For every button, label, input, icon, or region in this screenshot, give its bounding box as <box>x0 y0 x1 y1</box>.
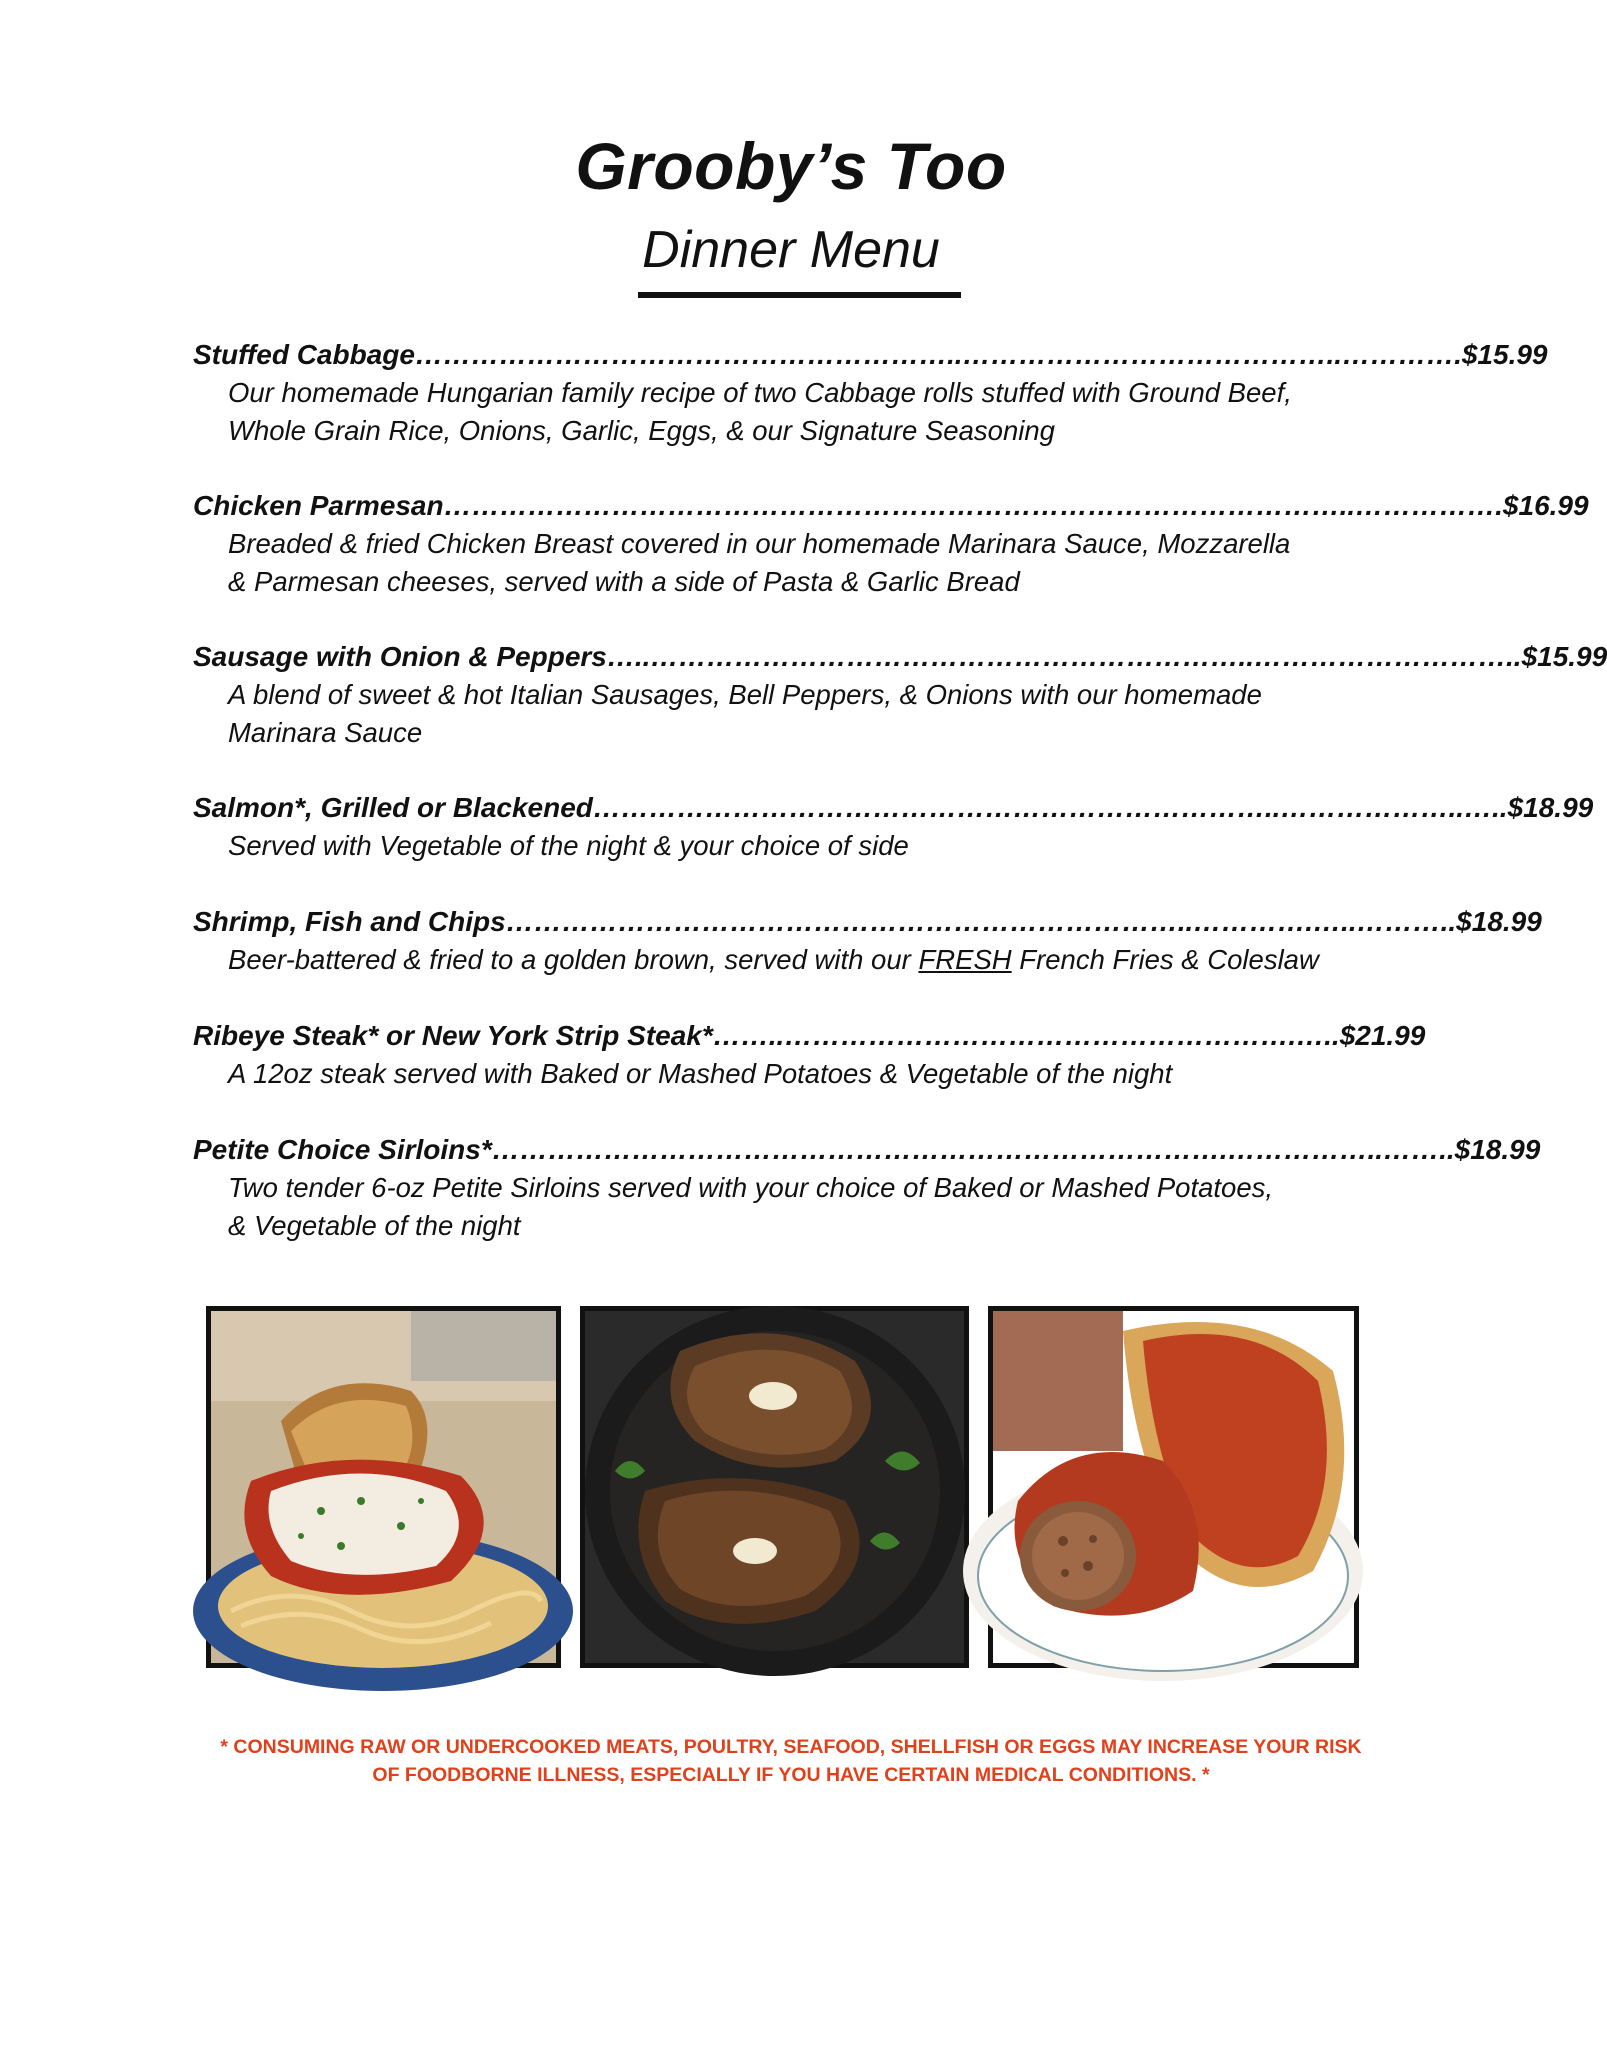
item-name: Ribeye Steak* or New York Strip Steak* <box>193 1020 713 1051</box>
item-price: $16.99 <box>1502 490 1589 521</box>
item-description: Served with Vegetable of the night & your choice of side <box>228 830 909 861</box>
item-description: Breaded & fried Chicken Breast covered in our homemade Marinara Sauce, Mozzarella <box>228 528 1291 559</box>
menu-item <box>193 638 1607 789</box>
item-description: Marinara Sauce <box>228 717 423 748</box>
menu-item <box>193 903 1542 1017</box>
menu-item <box>193 487 1589 638</box>
item-price: $18.99 <box>1454 1134 1541 1165</box>
item-price: $21.99 <box>1339 1020 1426 1051</box>
item-price: $18.99 <box>1456 906 1542 937</box>
dot-leader: ………………………………………………………………..………….…..……….. <box>505 906 1457 937</box>
item-name: Shrimp, Fish and Chips <box>193 906 506 937</box>
dot-leader: ………………………………………………………………..………………..….. <box>592 792 1508 823</box>
fresh-emphasis: FRESH <box>918 944 1012 975</box>
dot-leader: ……………………………………………………………………………………..……………. <box>443 490 1503 521</box>
menu-item <box>193 336 1548 487</box>
menu-item <box>193 1017 1426 1131</box>
dot-leader: ……..……………………………………………….….. <box>712 1020 1340 1051</box>
item-description: Beer-battered & fried to a golden brown, served with our FRESH French Fries & Coleslaw <box>228 944 1319 975</box>
menu-item <box>193 789 1594 903</box>
item-description: A 12oz steak served with Baked or Mashed Potatoes & Vegetable of the night <box>228 1058 1173 1089</box>
dot-leader: …..………………………………………………………..……………………….. <box>606 641 1522 672</box>
item-name: Stuffed Cabbage <box>193 339 415 370</box>
item-name: Salmon*, Grilled or Blackened <box>193 792 593 823</box>
menu-item <box>193 1131 1541 1282</box>
item-price: $15.99 <box>1461 339 1548 370</box>
stuffed-cabbage-photo <box>988 1306 1359 1668</box>
item-description: Our homemade Hungarian family recipe of two Cabbage rolls stuffed with Ground Beef, <box>228 377 1292 408</box>
item-name: Chicken Parmesan <box>193 490 444 521</box>
ribeye-steak-photo <box>580 1306 969 1668</box>
item-description: A blend of sweet & hot Italian Sausages, Bell Peppers, & Onions with our homemade <box>228 679 1262 710</box>
item-description: Two tender 6-oz Petite Sirloins served with your choice of Baked or Mashed Potatoes, <box>228 1172 1274 1203</box>
restaurant-name: Grooby’s Too <box>575 129 1007 203</box>
menu-header <box>0 128 1582 282</box>
dot-leader: …………………………………………………………………….……………..…….. <box>491 1134 1455 1165</box>
item-name: Sausage with Onion & Peppers <box>193 641 607 672</box>
item-name: Petite Choice Sirloins* <box>193 1134 492 1165</box>
item-description: Whole Grain Rice, Onions, Garlic, Eggs, & our Signature Seasoning <box>228 415 1055 446</box>
menu-title: Dinner Menu <box>642 221 940 279</box>
menu-list <box>193 336 1607 1282</box>
item-price: $18.99 <box>1507 792 1594 823</box>
item-price: $15.99 <box>1521 641 1607 672</box>
chicken-parmesan-photo <box>206 1306 561 1668</box>
item-description: & Vegetable of the night <box>228 1210 521 1241</box>
dot-leader: …………………………………………………..…………………………………..…………. <box>414 339 1462 370</box>
food-safety-warning: * CONSUMING RAW OR UNDERCOOKED MEATS, POULTRY, SEAFOOD, SHELLFISH OR EGGS MAY INCREASE YOUR RISK OF FOODBORNE ILLNESS, ESPECIALLY IF YOU HAVE CERTAIN MEDICAL CONDITIONS. * <box>220 1736 1362 1786</box>
title-underline <box>638 292 961 298</box>
item-description: & Parmesan cheeses, served with a side of Pasta & Garlic Bread <box>228 566 1020 597</box>
